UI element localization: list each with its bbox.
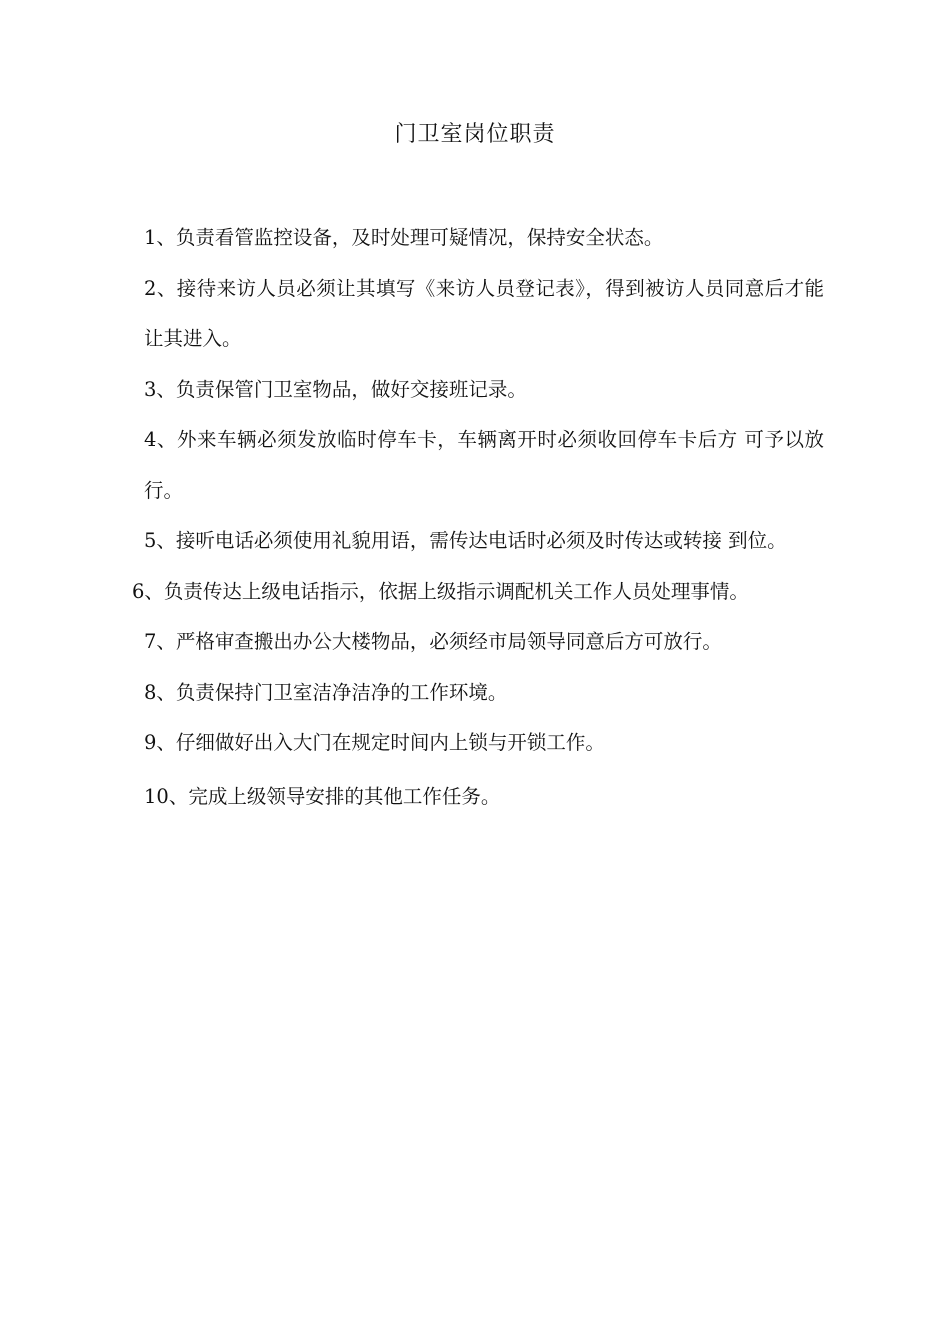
duty-list <box>132 213 824 822</box>
duty-item-6: 6、负责传达上级电话指示，依据上级指示调配机关工作人员处理事情。 <box>132 579 749 603</box>
duty-item-2: 2、接待来访人员必须让其填写《来访人员登记表》，得到被访人员同意后才能让其进入。 <box>144 276 824 350</box>
duty-item-10: 10、完成上级领导安排的其他工作任务。 <box>144 784 501 808</box>
duty-item-1: 1、负责看管监控设备，及时处理可疑情况，保持安全状态。 <box>144 226 664 249</box>
duty-item-3: 3、负责保管门卫室物品，做好交接班记录。 <box>144 377 527 401</box>
duty-item-8: 8、负责保持门卫室洁净洁净的工作环境。 <box>144 680 508 704</box>
duty-item-7: 7、严格审查搬出办公大楼物品，必须经市局领导同意后方可放行。 <box>144 630 722 653</box>
duty-item-5: 5、接听电话必须使用礼貌用语，需传达电话时必须及时传达或转接 到位。 <box>144 529 787 552</box>
page-title: 门卫室岗位职责 <box>394 122 556 147</box>
duty-item-4: 4、外来车辆必须发放临时停车卡，车辆离开时必须收回停车卡后方 可予以放行。 <box>144 428 824 502</box>
duty-item-9: 9、仔细做好出入大门在规定时间内上锁与开锁工作。 <box>144 731 605 754</box>
